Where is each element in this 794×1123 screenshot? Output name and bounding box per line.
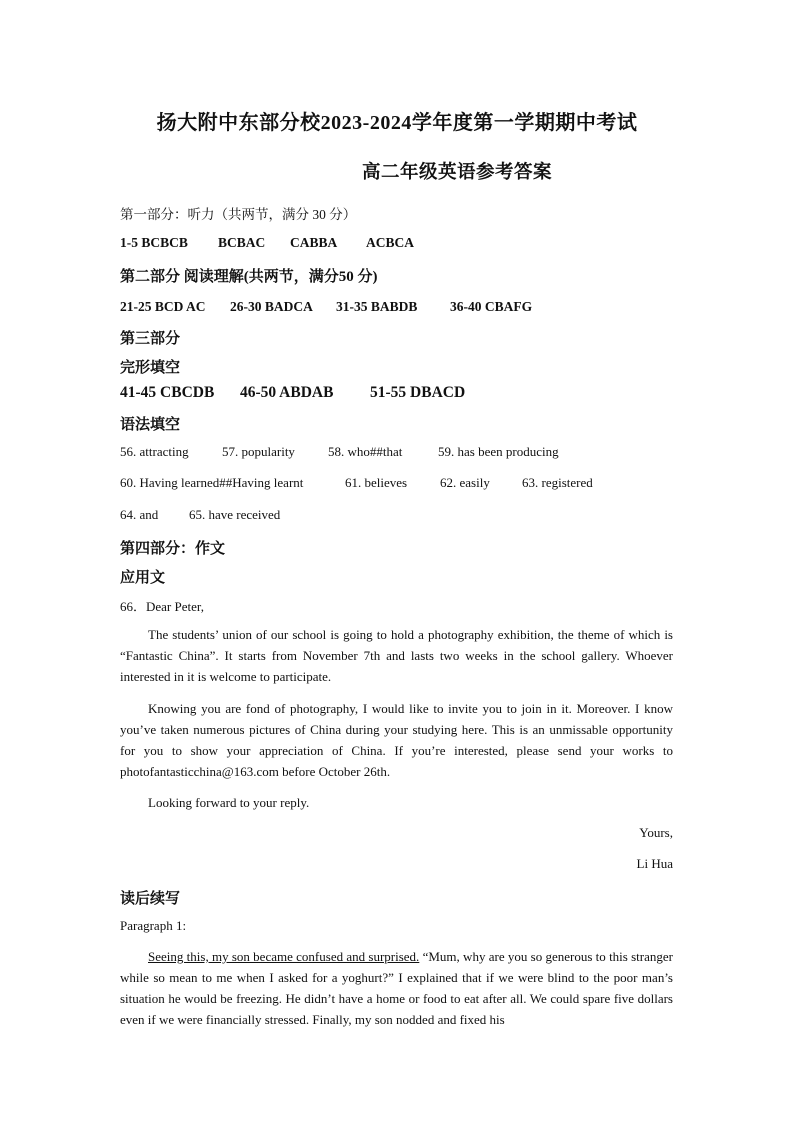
grammar-answer: 60. Having learned##Having learnt [120, 475, 304, 490]
grammar-answer: 65. have received [189, 507, 281, 522]
part1-heading: 第一部分：听力（共两节，满分 30 分） [120, 207, 357, 222]
answer-group: BCBAC [218, 235, 266, 250]
practical-writing-heading: 应用文 [120, 570, 166, 586]
answer-group: 21-25 BCD AC [120, 299, 206, 314]
grammar-answer: 57. popularity [222, 444, 295, 459]
answer-group: 31-35 BABDB [336, 299, 418, 314]
part2-answers [120, 299, 532, 315]
answer-group: ACBCA [366, 235, 415, 250]
letter-paragraph: The students’ union of our school is going to hold a photography exhibition, the theme of which is “Fantastic China”. It starts from November 7th and lasts two weeks in the school gallery. Whoever interested in it is welcome to participate. [120, 627, 673, 684]
letter-closing: Yours, [639, 825, 673, 840]
paragraph1-label: Paragraph 1: [120, 918, 187, 933]
grammar-row [120, 507, 280, 523]
grammar-answer: 64. and [120, 507, 159, 522]
grammar-answer: 62. easily [440, 475, 490, 490]
continuation-writing-heading: 读后续写 [120, 891, 181, 907]
grammar-answer: 63. registered [522, 475, 593, 490]
grammar-heading: 语法填空 [120, 417, 181, 433]
letter-paragraph: Knowing you are fond of photography, I would like to invite you to join in it. Moreover. I know you’ve taken numerous pictures of China during your studying here. This is an unmissable opportunity for you to show your appreciation of China. If you’re interested, please send your works to photofantasticchina@163.com before October 26th. [120, 701, 673, 779]
part3-heading: 第三部分 [120, 331, 181, 347]
grammar-answer: 59. has been producing [438, 444, 559, 459]
grammar-answer: 58. who##that [328, 444, 403, 459]
grammar-answer: 61. believes [345, 475, 408, 490]
paragraph-text: “Mum, why are you so generous to this stranger while so mean to me when I asked for a yoghurt?” I explained that if we were blind to the poor man’s situation he would be freezing. He didn’t have a home or food to eat after all. We could spare five dollars even if we were financially stressed. Finally, my son nodded and fixed his [120, 949, 673, 1027]
answer-group: 36-40 CBAFG [450, 299, 533, 314]
grammar-row [120, 444, 559, 460]
grammar-answer: 56. attracting [120, 444, 189, 459]
cloze-heading: 完形填空 [120, 360, 181, 376]
exam-subtitle: 高二年级英语参考答案 [361, 163, 552, 183]
part2-heading: 第二部分 阅读理解(共两节，满分50 分) [120, 269, 378, 285]
letter-salutation: 66．Dear Peter, [120, 599, 204, 614]
answer-group: CABBA [290, 235, 338, 250]
cloze-answers [120, 384, 465, 402]
answer-group: 51-55 DBACD [370, 384, 466, 401]
answer-group: 41-45 CBCDB [120, 384, 215, 401]
part1-answers [120, 235, 414, 251]
part4-heading: 第四部分：作文 [120, 541, 226, 557]
underlined-sentence: Seeing this, my son became confused and surprised. [148, 949, 420, 964]
continuation-paragraph [120, 946, 673, 1030]
answer-group: 26-30 BADCA [230, 299, 313, 314]
answer-group: 46-50 ABDAB [240, 384, 334, 401]
grammar-row [120, 475, 593, 491]
letter-signature: Li Hua [636, 856, 673, 871]
letter-paragraph: Looking forward to your reply. [148, 795, 310, 810]
exam-title: 扬大附中东部分校2023-2024学年度第一学期期中考试 [156, 112, 638, 134]
answer-group: 1-5 BCBCB [120, 235, 188, 250]
